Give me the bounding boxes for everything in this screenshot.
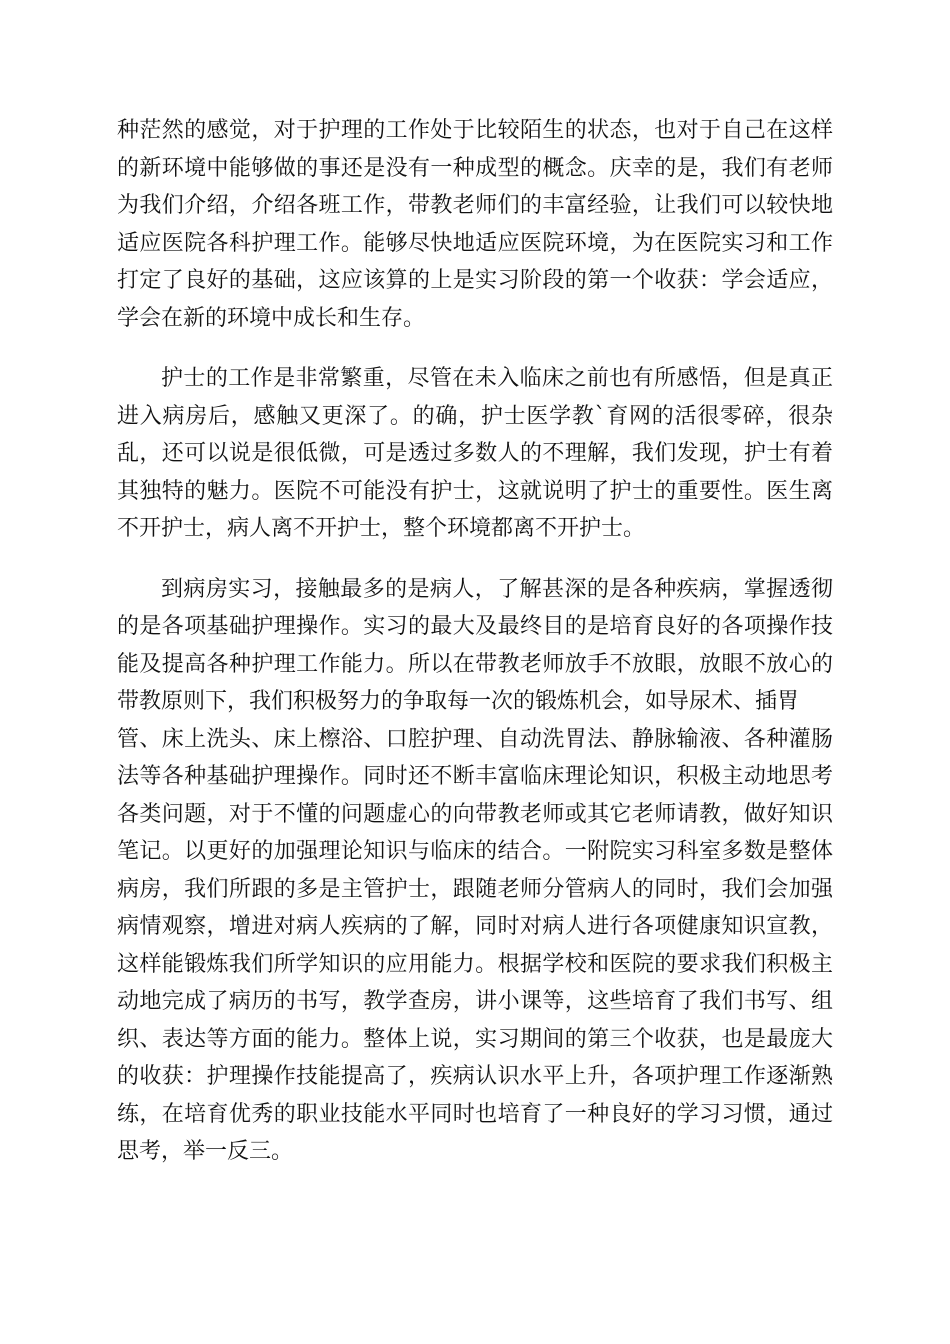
paragraph-line: 其独特的魅力。医院不可能没有护士，这就说明了护士的重要性。医生离 [117,478,833,504]
paragraph-line: 病房，我们所跟的多是主管护士，跟随老师分管病人的同时，我们会加强 [117,876,833,902]
paragraph-line: 学会在新的环境中成长和生存。 [117,305,426,331]
paragraph-line: 适应医院各科护理工作。能够尽快地适应医院环境，为在医院实习和工作 [117,230,833,256]
paragraph-line: 的新环境中能够做的事还是没有一种成型的概念。庆幸的是，我们有老师 [117,155,833,181]
paragraph-1 [117,112,833,337]
paragraph-line: 的是各项基础护理操作。实习的最大及最终目的是培育良好的各项操作技 [117,614,833,639]
paragraph-line: 到病房实习，接触最多的是病人，了解甚深的是各种疾病，掌握透彻 [161,576,833,602]
paragraph-line: 不开护士，病人离不开护士，整个环境都离不开护士。 [117,516,646,541]
paragraph-line: 能及提高各种护理工作能力。所以在带教老师放手不放眼，放眼不放心的 [117,651,833,677]
paragraph-line: 病情观察，增进对病人疾病的了解，同时对病人进行各项健康知识宣教， [117,914,833,939]
paragraph-line: 进入病房后，感触又更深了。的确，护士医学教`育网的活很零碎，很杂 [117,403,833,429]
paragraph-line: 乱，还可以说是很低微，可是透过多数人的不理解，我们发现，护士有着 [117,441,833,466]
paragraph-line: 这样能锻炼我们所学知识的应用能力。根据学校和医院的要求我们积极主 [117,951,833,977]
paragraph-line: 为我们介绍，介绍各班工作，带教老师们的丰富经验，让我们可以较快地 [117,193,833,218]
paragraph-line: 打定了良好的基础，这应该算的上是实习阶段的第一个收获：学会适应， [117,268,833,293]
paragraph-2 [117,360,833,548]
paragraph-line: 各类问题，对于不懂的问题虚心的向带教老师或其它老师请教，做好知识 [117,801,833,827]
paragraph-line: 种茫然的感觉，对于护理的工作处于比较陌生的状态，也对于自己在这样 [117,118,833,143]
paragraph-line: 的收获：护理操作技能提高了，疾病认识水平上升，各项护理工作逐渐熟 [117,1064,833,1089]
paragraph-line: 织、表达等方面的能力。整体上说，实习期间的第三个收获，也是最庞大 [117,1026,833,1052]
document-body [117,112,833,1194]
paragraph-line: 法等各种基础护理操作。同时还不断丰富临床理论知识，积极主动地思考 [117,764,833,789]
paragraph-line: 带教原则下，我们积极努力的争取每一次的锻炼机会，如导尿术、插胃 [117,689,800,714]
paragraph-line: 动地完成了病历的书写，教学查房，讲小课等，这些培育了我们书写、组 [117,989,833,1014]
paragraph-line: 管、床上洗头、床上檫浴、口腔护理、自动洗胃法、静脉输液、各种灌肠 [117,726,833,752]
paragraph-line: 护士的工作是非常繁重，尽管在未入临床之前也有所感悟，但是真正 [161,366,833,391]
paragraph-3 [117,571,833,1171]
paragraph-line: 笔记。以更好的加强理论知识与临床的结合。一附院实习科室多数是整体 [117,839,833,864]
paragraph-line: 思考，举一反三。 [117,1139,294,1164]
paragraph-line: 练，在培育优秀的职业技能水平同时也培育了一种良好的学习习惯，通过 [117,1101,833,1127]
